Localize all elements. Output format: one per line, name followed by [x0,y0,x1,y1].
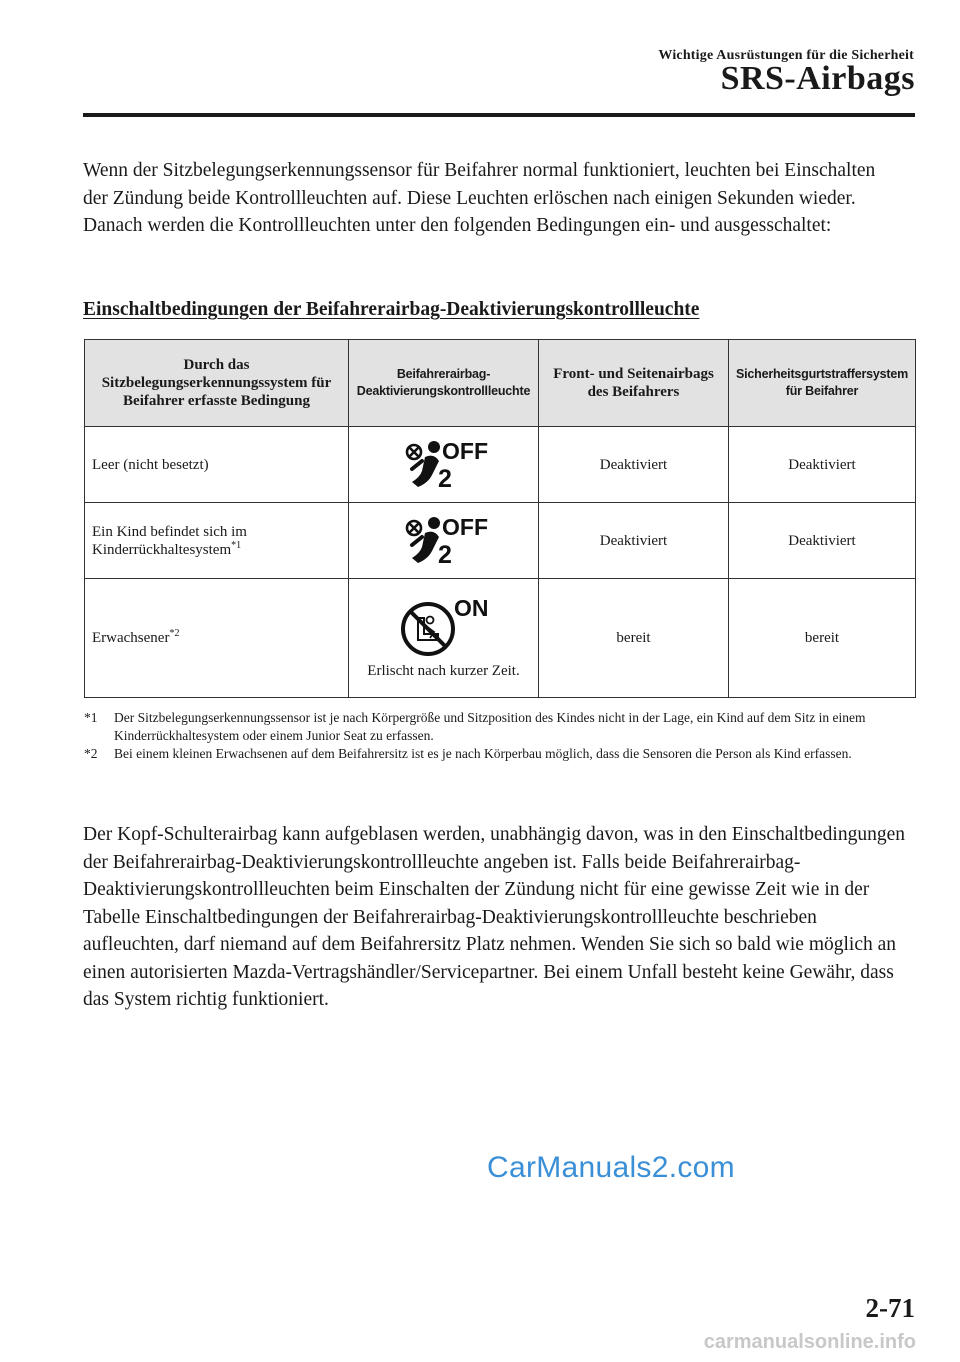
footnotes [84,709,914,763]
airbag-on-icon [394,596,494,658]
condition-text: Leer (nicht besetzt) [92,456,209,473]
header-condition: Durch das Sitzbelegungserkennungssystem für Beifahrer erfasste Bedingung [85,340,349,427]
indicator-cell [349,579,539,698]
footnote-mark: *1 [84,710,98,725]
table-heading: Einschaltbedingungen der Beifahrerairbag-Deaktivierungskontrollleuchte [83,299,700,320]
watermark: CarManuals2.com [487,1151,735,1184]
icon-off-label: OFF [441,437,488,464]
condition-table [84,339,916,698]
airbags-cell: bereit [539,579,729,698]
indicator-cell [349,427,539,503]
intro-paragraph: Wenn der Sitzbelegungserkennungssensor für Beifahrer normal funktioniert, leuchten bei Einschalten der Zündung beide Kontrollleuchten auf. Diese Leuchten erlöschen nach einigen Sekunden wieder. Danach werden die Kontrollleuchten unter den folgenden Bedingungen ein- und ausgesschaltet: [83,160,876,236]
body-paragraph: Der Kopf-Schulterairbag kann aufgeblasen werden, unabhängig davon, was in den Einschaltbedingungen der Beifahrerairbag-Deaktivierungskontrollleuchte angeben ist. Falls beide Beifahrerairbag-Deaktivierungskontrollleuchten beim Einschalten der Zündung nicht für eine gewisse Zeit wie in der Tabelle Einschaltbedingungen der Beifahrerairbag-Deaktivierungskontrollleuchte beschrieben aufleuchten, darf niemand auf dem Beifahrersitz Platz nehmen. Wenden Sie sich so bald wie möglich an einen autorisierten Mazda-Vertragshändler/Servicepartner. Bei einem Unfall besteht keine Gewähr, dass das System richtig funktioniert. [83,824,905,1010]
condition-text: Ein Kind befindet sich im Kinderrückhaltesystem [92,523,247,558]
airbags-cell: Deaktiviert [539,503,729,579]
icon-num-label: 2 [437,540,452,569]
footnote-text: Der Sitzbelegungserkennungssensor ist je nach Körpergröße und Sitzposition des Kindes nicht in der Lage, ein Kind auf dem Sitz in einem Kinderrückhaltesystem oder einem Junior Seat zu erfassen. [114,710,866,743]
footnote-ref: *1 [231,539,242,551]
icon-off-label: OFF [441,513,488,540]
footnote-mark: *2 [84,746,98,761]
pretensioner-cell: Deaktiviert [729,427,916,503]
pretensioner-cell: Deaktiviert [729,503,916,579]
condition-cell [85,427,349,503]
section-label: Wichtige Ausrüstungen für die Sicherheit [658,48,914,63]
table-row [85,579,916,698]
footnote [84,745,914,763]
icon-on-label: ON [453,596,488,621]
airbag-off-icon [388,513,500,569]
pretensioner-cell: bereit [729,579,916,698]
condition-cell [85,503,349,579]
header-rule [83,113,915,117]
table-header-row [85,340,916,427]
indicator-cell [349,503,539,579]
chapter-title: SRS-Airbags [720,60,915,97]
header-airbags: Front- und Seitenairbags des Beifahrers [539,340,729,427]
header-pretensioner: Sicherheitsgurtstraffersystem für Beifahrer [729,340,916,427]
icon-num-label: 2 [437,464,452,493]
footnote-ref: *2 [169,628,180,639]
footnote-text: Bei einem kleinen Erwachsenen auf dem Beifahrersitz ist es je nach Körperbau möglich, dass die Sensoren die Person als Kind erfassen. [114,746,852,761]
page-number: 2-71 [865,1293,915,1323]
site-footer: carmanualsonline.info [703,1331,916,1353]
table-row [85,503,916,579]
airbag-off-icon [388,437,500,493]
indicator-note: Erlischt nach kurzer Zeit. [367,663,520,679]
condition-text: Erwachsener [92,630,170,646]
footnote [84,709,914,745]
airbags-cell: Deaktiviert [539,427,729,503]
condition-cell [85,579,349,698]
header-indicator: Beifahrerairbag-Deaktivierungskontrollleuchte [349,340,539,427]
table-row [85,427,916,503]
